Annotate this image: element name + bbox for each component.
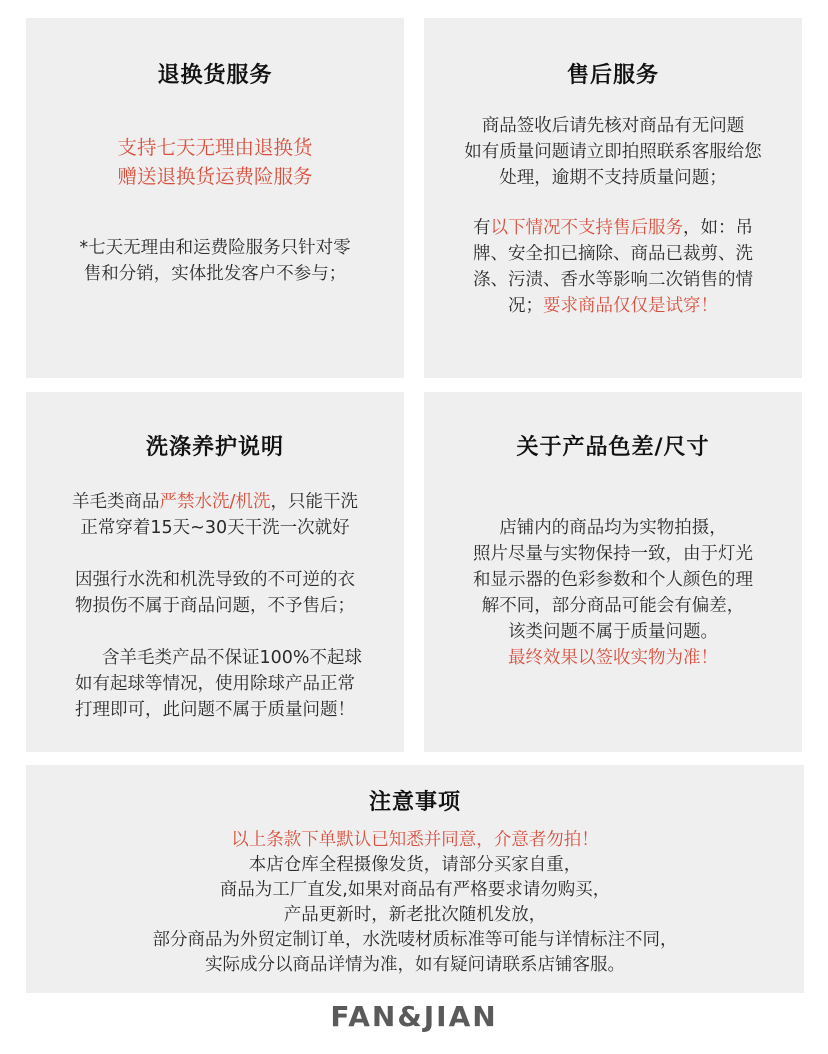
return-promo-line-2: 赠送退换货运费险服务	[117, 165, 313, 188]
notice-line-5: 实际成分以商品详情为准，如有疑问请联系店铺客服。	[205, 955, 625, 975]
after-sales-paragraph-2	[424, 215, 802, 319]
color-size-card	[424, 392, 802, 752]
care-card	[26, 392, 404, 752]
color-size-line-5: 该类问题不属于质量问题。	[508, 622, 718, 642]
care-line-6: 如有起球等情况，使用除球产品正常	[75, 674, 355, 694]
color-size-line-4: 解不同，部分商品可能会有偏差，	[481, 596, 745, 616]
care-title: 洗涤养护说明	[145, 435, 284, 460]
color-size-title: 关于产品色差/尺寸	[516, 435, 710, 460]
care-paragraph-3	[26, 645, 404, 723]
care-paragraph-2	[26, 567, 404, 619]
care-line-3: 因强行水洗和机洗导致的不可逆的衣	[75, 570, 355, 590]
care-line-5	[26, 645, 404, 671]
care-l5-text: 含羊毛类产品不保证100%不起球	[101, 648, 363, 668]
p2-suffix: ，如：吊	[683, 218, 753, 238]
after-sales-card	[424, 18, 802, 378]
care-line-2: 正常穿着15天~30天干洗一次就好	[80, 518, 350, 538]
care-paragraph-1	[26, 489, 404, 541]
return-service-promo	[26, 133, 404, 191]
color-size-line-3: 和显示器的色彩参数和个人颜色的理	[473, 570, 753, 590]
notice-line-4: 部分商品为外贸定制订单，水洗唛材质标准等可能与详情标注不同，	[152, 930, 678, 950]
color-size-body	[424, 515, 802, 671]
return-service-title: 退换货服务	[157, 63, 273, 88]
care-l1-suffix: ，只能干洗	[270, 492, 358, 512]
after-sales-title: 售后服务	[566, 63, 659, 88]
care-line-7: 打理即可，此问题不属于质量问题！	[75, 700, 355, 720]
p2-prefix: 有	[473, 218, 491, 238]
notice-line-1: 本店仓库全程摄像发货，请部分买家自重，	[248, 855, 582, 875]
notice-red-line: 以上条款下单默认已知悉并同意，介意者勿拍！	[231, 830, 599, 850]
p2-line-4-prefix: 况；	[508, 296, 543, 316]
after-sales-paragraph-1	[424, 113, 802, 191]
care-line-1	[26, 489, 404, 515]
after-sales-line-1: 商品签收后请先核对商品有无问题	[481, 116, 745, 136]
after-sales-p2-line-1	[424, 215, 802, 241]
notice-line-2: 商品为工厂直发,如果对商品有严格要求请勿购买，	[219, 880, 611, 900]
care-l1-red: 严禁水洗/机洗	[159, 492, 271, 512]
brand-logo: FAN&JIAN	[330, 1000, 498, 1033]
after-sales-p2-line-2: 牌、安全扣已摘除、商品已裁剪、洗	[473, 244, 753, 264]
return-note-line-2: 售和分销，实体批发客户不参与；	[83, 264, 347, 284]
after-sales-p2-line-3: 涤、污渍、香水等影响二次销售的情	[473, 270, 753, 290]
return-promo-line-1: 支持七天无理由退换货	[117, 136, 313, 159]
color-size-line-2: 照片尽量与实物保持一致，由于灯光	[473, 544, 753, 564]
notice-line-3: 产品更新时，新老批次随机发放，	[283, 905, 547, 925]
notice-card	[26, 765, 804, 993]
color-size-line-6: 最终效果以签收实物为准！	[508, 648, 718, 668]
return-note-line-1: *七天无理由和运费险服务只针对零	[79, 238, 351, 258]
after-sales-p2-line-4	[424, 293, 802, 319]
notice-title: 注意事项	[368, 790, 461, 815]
after-sales-line-3: 处理，逾期不支持质量问题；	[499, 168, 727, 188]
care-line-4: 物损伤不属于商品问题，不予售后；	[75, 596, 355, 616]
return-service-note	[26, 235, 404, 287]
color-size-line-1: 店铺内的商品均为实物拍摄，	[499, 518, 727, 538]
return-service-card	[26, 18, 404, 378]
p2-red-text: 以下情况不支持售后服务	[490, 218, 683, 238]
p2-line-4-red: 要求商品仅仅是试穿！	[543, 296, 718, 316]
care-l1-prefix: 羊毛类商品	[72, 492, 160, 512]
after-sales-line-2: 如有质量问题请立即拍照联系客服给您	[464, 142, 762, 162]
notice-body	[26, 828, 804, 978]
